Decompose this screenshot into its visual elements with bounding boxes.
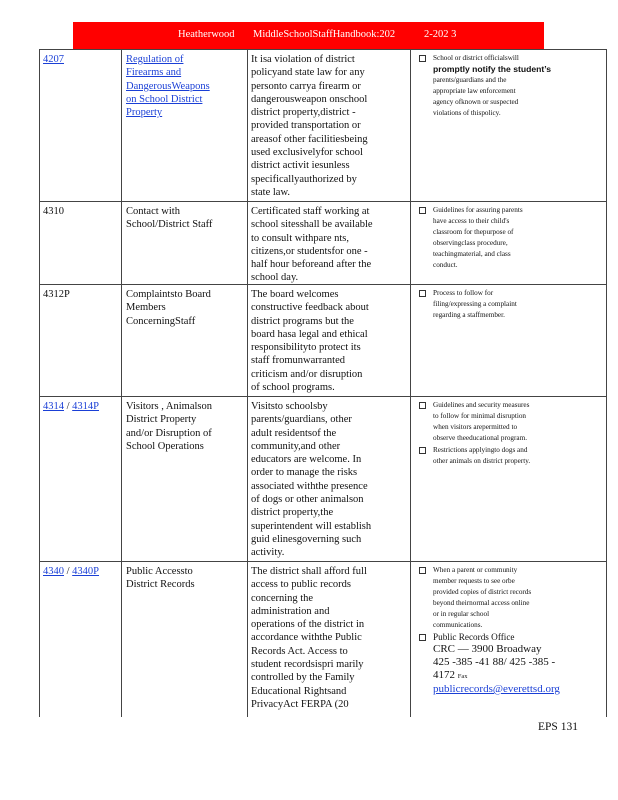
policy-title-line: Complaintsto Board (126, 289, 211, 300)
policy-description-line: access to public records (251, 579, 352, 591)
policy-description-line: superintendent will establish (251, 520, 372, 532)
policy-description-line: administration and (251, 605, 330, 617)
office-address: CRC — 3900 Broadway (433, 643, 542, 655)
policy-number-text: 4310 (43, 206, 64, 217)
policy-description (251, 400, 402, 560)
note-line: have access to their child's (433, 217, 510, 225)
checkbox-bullet-icon (419, 447, 426, 454)
note-line: violations of thispolicy. (433, 109, 501, 117)
policy-description-line: citizens,or studentsfor one - (251, 245, 368, 257)
policy-description-line: It isa violation of district (251, 54, 355, 65)
policy-title-line: Public Accessto (126, 566, 193, 577)
policy-description-line: Certificated staff working at (251, 206, 370, 217)
policy-description-line: provided transportation or (251, 120, 361, 132)
checkbox-bullet-icon (419, 567, 426, 574)
policy-number-link[interactable]: 4314P (72, 401, 100, 412)
policy-title-line: ConcerningStaff (126, 315, 196, 327)
note-line: classroom for thepurpose of (433, 228, 514, 236)
note-line: observe theeducational program. (433, 434, 527, 442)
policy-title[interactable] (126, 53, 244, 119)
policy-title-line[interactable]: on School District (126, 93, 203, 105)
policy-description-line: controlled by the Family (251, 672, 355, 684)
policy-description-line: board hasa legal and ethical (251, 328, 368, 340)
policy-description-line: district programs but the (251, 315, 354, 327)
policy-description-line: of school programs. (251, 382, 335, 394)
note-line: provided copies of district records (433, 588, 532, 596)
note-line: filing/expressing a complaint (433, 300, 517, 308)
fax-label: Fax (457, 673, 468, 680)
policy-description-line: operations of the district in (251, 619, 365, 631)
policy-description-line: district property,district - (251, 107, 356, 119)
note-line: Guidelines for assuring parents (433, 206, 523, 214)
policy-title-line: District Records (126, 579, 195, 591)
note-bullet (419, 53, 601, 119)
policy-description-line: school sitesshall be available (251, 219, 373, 231)
policy-title-line[interactable]: Property (126, 107, 163, 119)
policy-description-line: educators are welcome. In (251, 454, 362, 466)
policy-description-line: Visitsto schoolsby (251, 401, 328, 412)
policy-description-line: activity. (251, 547, 285, 559)
note-line: conduct. (433, 261, 458, 269)
policy-description-line: associated withthe presence (251, 480, 368, 492)
policy-description-line: Records Act. Access to (251, 645, 348, 657)
policy-title-line: and/or Disruption of (126, 427, 212, 439)
policy-description-line: dangerousweapon onschool (251, 93, 368, 105)
policy-description-line: areasof other facilitiesbeing (251, 133, 368, 145)
policy-description-line: concerning the (251, 592, 314, 604)
note-line: beyond theirnormal access online (433, 599, 530, 607)
header-title: MiddleSchoolStaffHandbook:202 (253, 29, 396, 40)
policy-description-line: policyand state law for any (251, 67, 365, 79)
checkbox-bullet-icon (419, 55, 426, 62)
policy-description-line: adult residentsof the (251, 427, 337, 439)
policy-description-line: district activit iesunless (251, 160, 350, 172)
policy-title-line[interactable]: DangerousWeapons (126, 80, 210, 92)
policy-description-line: PrivacyAct FERPA (20 (251, 698, 349, 710)
checkbox-bullet-icon (419, 402, 426, 409)
policy-description-line: used exclusivelyfor school (251, 147, 363, 159)
page-number: EPS 131 (538, 721, 578, 733)
policy-description-line: order to manage the risks (251, 467, 358, 479)
note-bullet (419, 632, 601, 696)
note-line: parents/guardians and the (433, 76, 507, 84)
policy-number-text: 4312P (43, 289, 70, 300)
policy-title (126, 205, 244, 232)
policy-description-line: community,and other (251, 440, 341, 452)
policy-description-line: The board welcomes (251, 289, 339, 300)
header-years: 2-202 3 (424, 29, 457, 40)
note-line: or in regular school (433, 610, 490, 618)
header-school: Heatherwood (178, 29, 235, 40)
policy-number-text: / (66, 401, 70, 412)
note-line: agency ofknown or suspected (433, 98, 519, 106)
policy-description-line: guid elinesgoverning such (251, 533, 362, 545)
note-line: teachingmaterial, and class (433, 250, 511, 258)
office-phone: 425 -385 -41 88/ 425 -385 - (433, 656, 556, 668)
policy-notes (419, 288, 601, 322)
note-line: to follow for minimal disruption (433, 412, 527, 420)
policy-description-line: constructive feedback about (251, 302, 369, 314)
note-line: When a parent or community (433, 566, 518, 574)
policy-description-line: Educational Rightsand (251, 685, 347, 697)
policy-description-line: accordance withthe Public (251, 632, 362, 644)
policy-description-line: personto carrya firearm or (251, 80, 361, 92)
note-bullet (419, 400, 601, 444)
policy-title (126, 400, 244, 453)
note-bullet (419, 205, 601, 271)
policy-number-cell (43, 400, 118, 413)
policy-title-line: School/District Staff (126, 219, 213, 231)
policy-description-line: state law. (251, 186, 290, 198)
policy-title-line: Visitors , Animalson (126, 401, 212, 412)
policy-number-link[interactable]: 4340 (43, 566, 64, 577)
note-emphasis: promptly notify the student’s (433, 64, 552, 74)
policy-notes (419, 400, 601, 468)
policy-number-text: / (66, 566, 70, 577)
policy-description (251, 565, 402, 711)
policy-notes (419, 53, 601, 120)
policy-title (126, 288, 244, 328)
policy-number-cell (43, 205, 118, 218)
note-line: Restrictions applyingto dogs and (433, 446, 528, 454)
policy-notes (419, 205, 601, 272)
policy-description-line: half hour beforeand after the (251, 259, 372, 271)
policy-title-line: Members (126, 302, 166, 314)
records-office-contact (433, 643, 601, 696)
note-line: appropriate law enforcement (433, 87, 516, 95)
checkbox-bullet-icon (419, 634, 426, 641)
policy-title-line[interactable]: Firearms and (126, 67, 182, 79)
policy-number-link[interactable]: 4207 (43, 54, 64, 65)
note-line: other animals on district property. (433, 457, 531, 465)
policy-title-line[interactable]: Regulation of (126, 54, 184, 65)
policy-title-line: School Operations (126, 440, 204, 452)
policy-description-line: district property,the (251, 507, 334, 519)
policy-title (126, 565, 244, 592)
note-line: when visitors arepermitted to (433, 423, 518, 431)
note-line: communications. (433, 621, 483, 629)
policy-description (251, 205, 402, 285)
note-bullet (419, 445, 601, 467)
office-phone-cont: 4172 Fax (433, 669, 468, 681)
policy-number-cell (43, 565, 118, 578)
policy-title-line: Contact with (126, 206, 180, 217)
policy-description-line: parents/guardians, other (251, 414, 352, 426)
policy-description-line: to consult withpare nts, (251, 232, 349, 244)
note-line: Process to follow for (433, 289, 494, 297)
policy-notes (419, 565, 601, 697)
policy-number-link[interactable]: 4314 (43, 401, 64, 412)
checkbox-bullet-icon (419, 290, 426, 297)
checkbox-bullet-icon (419, 207, 426, 214)
note-line: observingclass procedure, (433, 239, 508, 247)
handbook-header-bar (73, 22, 544, 49)
note-line: School or district officialswill (433, 54, 519, 62)
policy-table (39, 49, 607, 717)
policy-number-cell (43, 288, 118, 301)
policy-description-line: staff fromunwarranted (251, 355, 345, 367)
note-line: regarding a staffmember. (433, 311, 505, 319)
policy-description-line: criticism and/or disruption (251, 368, 363, 380)
policy-description-line: school day. (251, 272, 299, 284)
note-line: member requests to see orbe (433, 577, 515, 585)
policy-description-line: The district shall afford full (251, 566, 367, 577)
note-line: Public Records Office (433, 632, 515, 642)
policy-number-link[interactable]: 4340P (72, 566, 100, 577)
policy-description-line: responsibilityto protect its (251, 342, 361, 354)
records-email-link[interactable]: publicrecords@everettsd.org (433, 683, 560, 695)
policy-description-line: specificallyauthorized by (251, 173, 357, 185)
note-bullet (419, 565, 601, 631)
policy-description (251, 53, 402, 199)
policy-number-cell (43, 53, 118, 66)
policy-title-line: District Property (126, 414, 197, 426)
policy-description (251, 288, 402, 394)
note-bullet (419, 288, 601, 321)
note-line: Guidelines and security measures (433, 401, 530, 409)
policy-description-line: of dogs or other animalson (251, 494, 364, 506)
policy-description-line: student recordsispri marily (251, 659, 364, 671)
